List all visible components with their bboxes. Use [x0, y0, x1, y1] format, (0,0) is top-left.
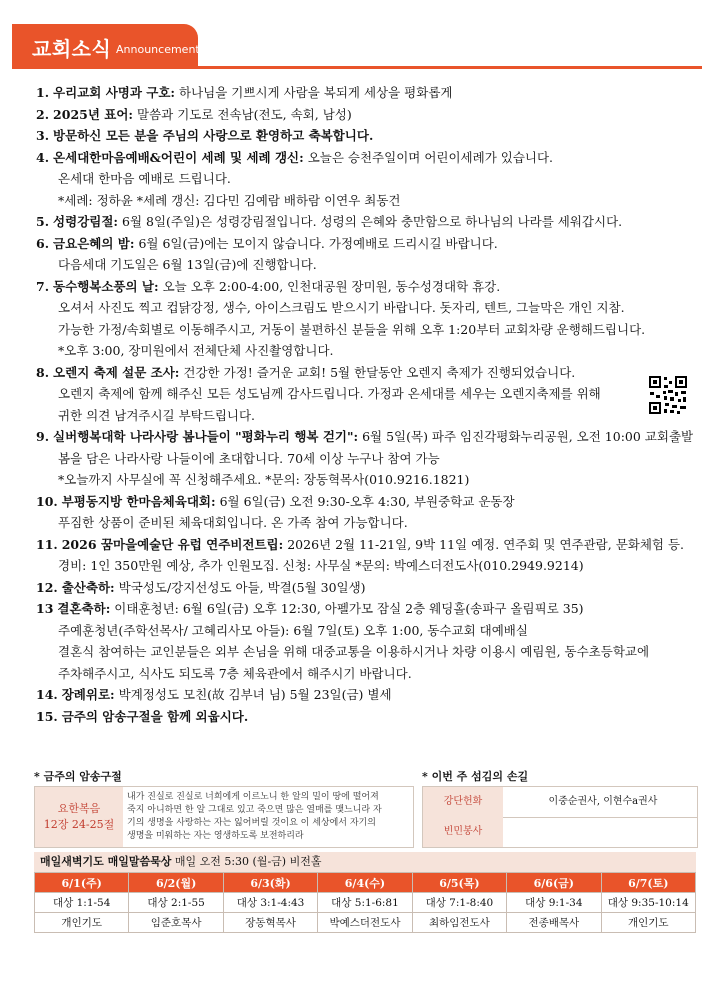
item-number: 4.	[36, 149, 50, 165]
item-text: 박계정성도 모친(故 김부녀 님) 5월 23일(금) 별세	[118, 687, 392, 702]
item-detail: *세례: 정하윤 *세례 갱신: 김다민 김예람 배하람 이연우 최동건	[58, 192, 401, 208]
item-detail: *오후 3:00, 장미원에서 전체단체 사진촬영합니다.	[58, 343, 334, 358]
item-title: 오렌지 축제 설문 조사:	[53, 364, 180, 380]
passage-cell: 대상 5:1-6:81	[318, 893, 412, 913]
duty-value	[509, 817, 697, 847]
day-cell: 6/7(토)	[601, 873, 695, 893]
dawn-title	[34, 852, 696, 872]
leader-cell: 최하임전도사	[412, 913, 506, 933]
item-text: 6월 6일(금) 오전 9:30-오후 4:30, 부원중학교 운동장	[219, 493, 515, 509]
duty-label: 강단헌화	[423, 787, 503, 817]
item-detail: 다음세대 기도일은 6월 13일(금)에 진행합니다.	[58, 257, 317, 272]
passage-cell: 대상 2:1-55	[129, 893, 223, 913]
page-title: 교회소식	[32, 37, 112, 61]
item-detail: 온세대 한마음 예배로 드립니다.	[58, 171, 231, 186]
item-title: 2026 꿈마을예술단 유럽 연주비전트립:	[61, 536, 284, 552]
announcement-item	[36, 125, 696, 147]
leader-cell: 개인기도	[601, 913, 695, 933]
announcement-item	[36, 684, 696, 706]
scripture-text	[127, 791, 409, 843]
item-detail: 오셔서 사진도 찍고 컵닭강정, 생수, 아이스크림도 받으시기 바랍니다. 돗자리, 텐트, 그늘막은 개인 지참.	[58, 300, 625, 315]
item-number: 11.	[36, 536, 58, 552]
item-number: 15.	[36, 708, 58, 724]
scripture-line: 생명을 미워하는 자는 영생하도록 보전하리라	[127, 831, 304, 841]
item-title: 방문하신 모든 분을 주님의 사랑으로 환영하고 축복합니다.	[53, 128, 374, 143]
item-detail: 결혼식 참여하는 교인분들은 외부 손님을 위해 대중교통을 이용하시거나 차량 이용시 예림원, 동수초등학교에	[58, 644, 650, 659]
passage-cell: 대상 9:35-10:14	[601, 893, 695, 913]
schedule-table	[34, 872, 696, 933]
scripture-box	[34, 786, 414, 848]
scripture-line: 기의 생명을 사랑하는 자는 잃어버릴 것이요 이 세상에서 자기의	[127, 818, 376, 828]
item-text: 6월 5일(목) 파주 임진각평화누리공원, 오전 10:00 교회출발	[362, 429, 694, 444]
announcement-item	[36, 362, 696, 384]
item-detail: *오늘까지 사무실에 꼭 신청해주세요. *문의: 장동혁목사(010.9216.1821)	[58, 472, 470, 487]
item-detail: 주예훈청년(주학선목사/ 고혜리사모 아들): 6월 7일(토) 오후 1:00, 동수교회 대예배실	[58, 622, 528, 638]
item-title: 동수행복소풍의 날:	[53, 278, 159, 294]
announcement-item	[36, 211, 696, 233]
passage-cell: 대상 3:1-4:43	[223, 893, 317, 913]
day-cell: 6/6(금)	[507, 873, 601, 893]
item-number: 12.	[36, 579, 58, 595]
qr-code-icon[interactable]	[648, 375, 688, 415]
item-text: 건강한 가정! 즐거운 교회! 5월 한달동안 오렌지 축제가 진행되었습니다.	[183, 364, 576, 380]
verse-heading: * 금주의 암송구절	[34, 770, 122, 783]
item-number: 10.	[36, 493, 58, 509]
day-cell: 6/4(수)	[318, 873, 412, 893]
duty-row	[423, 817, 697, 847]
passage-cell: 대상 1:1-54	[35, 893, 129, 913]
dawn-title-bold: 매일새벽기도 매일말씀묵상	[40, 855, 172, 868]
item-text: 오늘은 승천주일이며 어린이세례가 있습니다.	[307, 149, 554, 165]
leader-cell: 장동혁목사	[223, 913, 317, 933]
announcement-item	[36, 706, 696, 728]
item-title: 성령강림절:	[53, 214, 119, 229]
duty-box	[422, 786, 698, 848]
scripture-chapter: 12장 24-25절	[43, 818, 115, 831]
scripture-line: 죽지 아니하면 한 알 그대로 있고 죽으면 많은 열매를 맺느니라 자	[127, 805, 382, 815]
item-text: 박국성도/강지선성도 아들, 박결(5월 30일생)	[118, 579, 366, 595]
header-tab	[12, 24, 198, 68]
passage-cell: 대상 7:1-8:40	[412, 893, 506, 913]
item-title: 금요은혜의 밤:	[53, 235, 135, 251]
scripture-line: 내가 진실로 진실로 너희에게 이르노니 한 알의 밀이 땅에 떨어져	[127, 792, 379, 802]
leader-cell: 임준호목사	[129, 913, 223, 933]
announcement-item	[36, 276, 696, 298]
duty-heading: * 이번 주 섬김의 손길	[422, 770, 529, 783]
item-detail: 가능한 가정/속회별로 이동해주시고, 거동이 불편하신 분들을 위해 오후 1:20부터 교회차량 운행해드립니다.	[58, 321, 646, 337]
duty-label: 빈민봉사	[423, 817, 503, 847]
header-divider	[12, 66, 702, 69]
item-detail: 주차해주시고, 식사도 되도록 7층 체육관에서 해주시기 바랍니다.	[58, 665, 412, 681]
announcement-item	[36, 147, 696, 169]
item-number: 13	[36, 601, 54, 616]
item-number: 8.	[36, 364, 50, 380]
announcement-item	[36, 598, 696, 620]
leader-cell: 전종배목사	[507, 913, 601, 933]
announcement-item	[36, 577, 696, 599]
item-text: 하나님을 기쁘시게 사람을 복되게 세상을 평화롭게	[179, 85, 453, 100]
leader-cell: 박예스더전도사	[318, 913, 412, 933]
item-detail: 귀한 의견 남겨주시길 부탁드립니다.	[58, 407, 256, 423]
table-row	[35, 913, 696, 933]
item-number: 7.	[36, 278, 50, 294]
announcement-list	[36, 82, 696, 727]
day-cell: 6/1(주)	[35, 873, 129, 893]
duty-row	[423, 787, 697, 818]
item-title: 금주의 암송구절을 함께 외웁시다.	[61, 708, 249, 724]
item-title: 결혼축하:	[57, 601, 111, 616]
item-detail: 봄을 담은 나라사랑 나들이에 초대합니다. 70세 이상 누구나 참여 가능	[58, 450, 440, 466]
dawn-title-rest: 매일 오전 5:30 (월-금) 비전홀	[174, 855, 322, 868]
duty-value: 이중순권사, 이현수a권사	[548, 796, 658, 807]
page-subtitle: Announcement	[116, 43, 200, 56]
item-title: 우리교회 사명과 구호:	[53, 85, 176, 100]
item-title: 실버행복대학 나라사랑 봄나들이 "평화누리 행복 걷기":	[53, 429, 359, 444]
item-text: 2026년 2월 11-21일, 9박 11일 예정. 연주회 및 연주관람, 문화체험 등.	[287, 536, 685, 552]
item-title: 2025년 표어:	[53, 106, 134, 122]
item-number: 14.	[36, 687, 58, 702]
item-title: 장례위로:	[61, 687, 115, 702]
scripture-reference	[35, 787, 123, 847]
item-number: 2.	[36, 106, 50, 122]
item-number: 5.	[36, 214, 50, 229]
table-row	[35, 873, 696, 893]
announcement-item	[36, 426, 696, 448]
announcement-item	[36, 534, 696, 556]
leader-cell: 개인기도	[35, 913, 129, 933]
passage-cell: 대상 9:1-34	[507, 893, 601, 913]
item-detail: 오렌지 축제에 함께 해주신 모든 성도님께 감사드립니다. 가정과 온세대를 세우는 오렌지축제를 위해	[58, 386, 601, 401]
table-row	[35, 893, 696, 913]
item-number: 3.	[36, 128, 50, 143]
item-number: 6.	[36, 235, 50, 251]
item-title: 온세대한마음예배&어린이 세례 및 세례 갱신:	[53, 149, 304, 165]
scripture-book: 요한복음	[57, 802, 101, 815]
item-text: 6월 6일(금)에는 모이지 않습니다. 가정예배로 드리시길 바랍니다.	[138, 235, 498, 251]
dawn-prayer-schedule	[34, 852, 696, 933]
item-number: 9.	[36, 429, 50, 444]
item-text: 오늘 오후 2:00-4:00, 인천대공원 장미원, 동수성경대학 휴강.	[162, 278, 501, 294]
announcement-item	[36, 104, 696, 126]
day-cell: 6/3(화)	[223, 873, 317, 893]
item-title: 부평동지방 한마음체육대회:	[61, 493, 216, 509]
item-title: 출산축하:	[61, 579, 115, 595]
announcement-item	[36, 82, 696, 104]
item-text: 6월 8일(주일)은 성령강림절입니다. 성령의 은혜와 충만함으로 하나님의 나라를 세워갑시다.	[122, 214, 623, 229]
announcement-item	[36, 491, 696, 513]
item-number: 1.	[36, 85, 50, 100]
item-detail: 경비: 1인 350만원 예상, 추가 인원모집. 신청: 사무실 *문의: 박예스더전도사(010.2949.9214)	[58, 558, 584, 573]
day-cell: 6/5(목)	[412, 873, 506, 893]
day-cell: 6/2(월)	[129, 873, 223, 893]
item-text: 이태훈청년: 6월 6일(금) 오후 12:30, 아펠가모 잠실 2층 웨딩홀(송파구 올림픽로 35)	[114, 601, 584, 616]
item-text: 말씀과 기도로 전속남(전도, 속회, 남성)	[137, 106, 352, 122]
item-detail: 푸짐한 상품이 준비된 체육대회입니다. 온 가족 참여 가능합니다.	[58, 515, 408, 530]
announcement-item	[36, 233, 696, 255]
